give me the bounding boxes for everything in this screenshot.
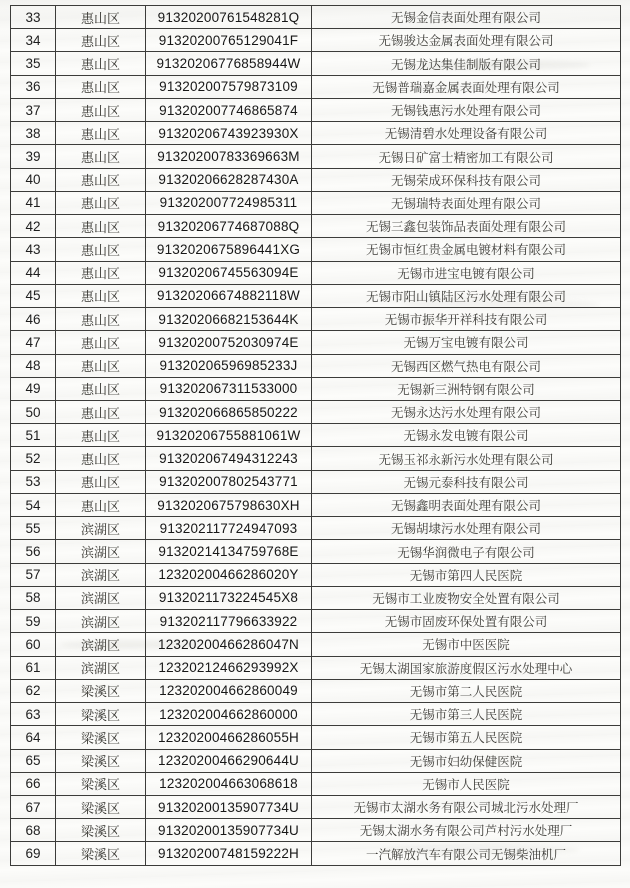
row-number-cell: 56: [11, 540, 56, 563]
table-row: [11, 795, 621, 818]
row-number-cell: 34: [11, 29, 56, 52]
company-name-cell: 无锡华润微电子有限公司: [312, 540, 621, 563]
district-cell: 滨湖区: [56, 610, 146, 633]
credit-code-cell: 91320200761548281Q: [146, 6, 312, 29]
row-number-cell: 50: [11, 400, 56, 423]
district-cell: 惠山区: [56, 470, 146, 493]
credit-code-cell: 12320212466293992X: [146, 656, 312, 679]
company-name-cell: 无锡日矿富士精密加工有限公司: [312, 145, 621, 168]
district-cell: 惠山区: [56, 238, 146, 261]
credit-code-cell: 91320206774687088Q: [146, 215, 312, 238]
credit-code-cell: 91320206596985233J: [146, 354, 312, 377]
company-name-cell: 无锡市第二人民医院: [312, 679, 621, 702]
credit-code-cell: 91320206682153644K: [146, 308, 312, 331]
credit-code-cell: 913202067311533000: [146, 377, 312, 400]
credit-code-cell: 91320206776858944W: [146, 52, 312, 75]
company-name-cell: 无锡市太湖水务有限公司城北污水处理厂: [312, 795, 621, 818]
company-name-cell: 无锡西区燃气热电有限公司: [312, 354, 621, 377]
district-cell: 惠山区: [56, 331, 146, 354]
credit-code-cell: 913202007802543771: [146, 470, 312, 493]
row-number-cell: 52: [11, 447, 56, 470]
credit-code-cell: 913202007724985311: [146, 191, 312, 214]
company-name-cell: 无锡龙达集佳制版有限公司: [312, 52, 621, 75]
credit-code-cell: 91320200765129041F: [146, 29, 312, 52]
district-cell: 梁溪区: [56, 772, 146, 795]
row-number-cell: 51: [11, 424, 56, 447]
table-row: [11, 98, 621, 121]
table-row: [11, 703, 621, 726]
company-name-cell: 无锡新三洲特钢有限公司: [312, 377, 621, 400]
row-number-cell: 64: [11, 726, 56, 749]
company-name-cell: 无锡市固废环保处置有限公司: [312, 610, 621, 633]
company-name-cell: 无锡市人民医院: [312, 772, 621, 795]
credit-code-cell: 9132021173224545X8: [146, 586, 312, 609]
table-row: [11, 447, 621, 470]
row-number-cell: 60: [11, 633, 56, 656]
table-row: [11, 284, 621, 307]
table-row: [11, 563, 621, 586]
company-name-cell: 无锡玉祁永新污水处理有限公司: [312, 447, 621, 470]
credit-code-cell: 123202004662860000: [146, 703, 312, 726]
credit-code-cell: 91320214134759768E: [146, 540, 312, 563]
district-cell: 惠山区: [56, 400, 146, 423]
table-row: [11, 75, 621, 98]
credit-code-cell: 91320200752030974E: [146, 331, 312, 354]
table-row: [11, 633, 621, 656]
district-cell: 梁溪区: [56, 726, 146, 749]
table-row: [11, 308, 621, 331]
credit-code-cell: 91320200135907734U: [146, 795, 312, 818]
row-number-cell: 41: [11, 191, 56, 214]
district-cell: 惠山区: [56, 284, 146, 307]
table-row: [11, 354, 621, 377]
row-number-cell: 63: [11, 703, 56, 726]
district-cell: 梁溪区: [56, 749, 146, 772]
district-cell: 滨湖区: [56, 563, 146, 586]
row-number-cell: 65: [11, 749, 56, 772]
company-name-cell: 无锡胡埭污水处理有限公司: [312, 517, 621, 540]
row-number-cell: 54: [11, 493, 56, 516]
credit-code-cell: 913202067494312243: [146, 447, 312, 470]
table-row: [11, 493, 621, 516]
district-cell: 惠山区: [56, 29, 146, 52]
row-number-cell: 67: [11, 795, 56, 818]
credit-code-cell: 9132020675896441XG: [146, 238, 312, 261]
district-cell: 惠山区: [56, 122, 146, 145]
row-number-cell: 46: [11, 308, 56, 331]
row-number-cell: 40: [11, 168, 56, 191]
table-row: [11, 52, 621, 75]
row-number-cell: 44: [11, 261, 56, 284]
table-row: [11, 238, 621, 261]
company-name-cell: 无锡市第四人民医院: [312, 563, 621, 586]
credit-code-cell: 91320200135907734U: [146, 819, 312, 842]
district-cell: 梁溪区: [56, 819, 146, 842]
district-cell: 惠山区: [56, 261, 146, 284]
district-cell: 惠山区: [56, 6, 146, 29]
district-cell: 惠山区: [56, 424, 146, 447]
company-name-cell: 无锡荣成环保科技有限公司: [312, 168, 621, 191]
company-name-cell: 无锡鑫明表面处理有限公司: [312, 493, 621, 516]
district-cell: 惠山区: [56, 354, 146, 377]
row-number-cell: 37: [11, 98, 56, 121]
credit-code-cell: 91320206743923930X: [146, 122, 312, 145]
credit-code-cell: 913202007746865874: [146, 98, 312, 121]
district-cell: 惠山区: [56, 215, 146, 238]
table-row: [11, 424, 621, 447]
company-table-body: [11, 6, 621, 866]
credit-code-cell: 91320206755881061W: [146, 424, 312, 447]
credit-code-cell: 91320206745563094E: [146, 261, 312, 284]
row-number-cell: 58: [11, 586, 56, 609]
district-cell: 惠山区: [56, 308, 146, 331]
district-cell: 梁溪区: [56, 842, 146, 866]
credit-code-cell: 91320206674882118W: [146, 284, 312, 307]
table-row: [11, 377, 621, 400]
company-name-cell: 无锡太湖水务有限公司芦村污水处理厂: [312, 819, 621, 842]
row-number-cell: 48: [11, 354, 56, 377]
row-number-cell: 47: [11, 331, 56, 354]
credit-code-cell: 91320206628287430A: [146, 168, 312, 191]
company-name-cell: 一汽解放汽车有限公司无锡柴油机厂: [312, 842, 621, 866]
table-row: [11, 610, 621, 633]
credit-code-cell: 913202117724947093: [146, 517, 312, 540]
row-number-cell: 69: [11, 842, 56, 866]
company-name-cell: 无锡万宝电镀有限公司: [312, 331, 621, 354]
company-name-cell: 无锡市恒红贵金属电镀材料有限公司: [312, 238, 621, 261]
row-number-cell: 49: [11, 377, 56, 400]
credit-code-cell: 9132020675798630XH: [146, 493, 312, 516]
company-name-cell: 无锡金信表面处理有限公司: [312, 6, 621, 29]
company-name-cell: 无锡瑞特表面处理有限公司: [312, 191, 621, 214]
company-name-cell: 无锡三鑫包装饰品表面处理有限公司: [312, 215, 621, 238]
company-name-cell: 无锡元泰科技有限公司: [312, 470, 621, 493]
district-cell: 梁溪区: [56, 679, 146, 702]
table-row: [11, 540, 621, 563]
row-number-cell: 66: [11, 772, 56, 795]
table-row: [11, 772, 621, 795]
table-row: [11, 122, 621, 145]
company-name-cell: 无锡永达污水处理有限公司: [312, 400, 621, 423]
district-cell: 惠山区: [56, 52, 146, 75]
company-name-cell: 无锡市振华开祥科技有限公司: [312, 308, 621, 331]
row-number-cell: 36: [11, 75, 56, 98]
row-number-cell: 62: [11, 679, 56, 702]
district-cell: 惠山区: [56, 447, 146, 470]
district-cell: 梁溪区: [56, 703, 146, 726]
company-name-cell: 无锡太湖国家旅游度假区污水处理中心: [312, 656, 621, 679]
row-number-cell: 59: [11, 610, 56, 633]
company-name-cell: 无锡市阳山镇陆区污水处理有限公司: [312, 284, 621, 307]
table-row: [11, 517, 621, 540]
company-name-cell: 无锡市第三人民医院: [312, 703, 621, 726]
row-number-cell: 57: [11, 563, 56, 586]
credit-code-cell: 12320200466290644U: [146, 749, 312, 772]
credit-code-cell: 913202117796633922: [146, 610, 312, 633]
row-number-cell: 45: [11, 284, 56, 307]
row-number-cell: 39: [11, 145, 56, 168]
district-cell: 梁溪区: [56, 795, 146, 818]
table-row: [11, 6, 621, 29]
credit-code-cell: 12320200466286055H: [146, 726, 312, 749]
company-name-cell: 无锡骏达金属表面处理有限公司: [312, 29, 621, 52]
table-row: [11, 679, 621, 702]
row-number-cell: 53: [11, 470, 56, 493]
district-cell: 惠山区: [56, 377, 146, 400]
table-row: [11, 749, 621, 772]
row-number-cell: 42: [11, 215, 56, 238]
table-row: [11, 215, 621, 238]
district-cell: 惠山区: [56, 98, 146, 121]
table-row: [11, 400, 621, 423]
district-cell: 惠山区: [56, 191, 146, 214]
district-cell: 滨湖区: [56, 586, 146, 609]
district-cell: 滨湖区: [56, 517, 146, 540]
credit-code-cell: 12320200466286020Y: [146, 563, 312, 586]
company-name-cell: 无锡普瑞嘉金属表面处理有限公司: [312, 75, 621, 98]
district-cell: 惠山区: [56, 145, 146, 168]
row-number-cell: 68: [11, 819, 56, 842]
table-row: [11, 168, 621, 191]
row-number-cell: 38: [11, 122, 56, 145]
district-cell: 惠山区: [56, 75, 146, 98]
district-cell: 惠山区: [56, 168, 146, 191]
company-name-cell: 无锡市中医医院: [312, 633, 621, 656]
credit-code-cell: 12320200466286047N: [146, 633, 312, 656]
table-row: [11, 819, 621, 842]
table-row: [11, 261, 621, 284]
company-name-cell: 无锡清碧水处理设备有限公司: [312, 122, 621, 145]
credit-code-cell: 913202007579873109: [146, 75, 312, 98]
company-list-table: [10, 5, 621, 866]
table-row: [11, 726, 621, 749]
company-name-cell: 无锡市妇幼保健医院: [312, 749, 621, 772]
credit-code-cell: 91320200783369663M: [146, 145, 312, 168]
table-row: [11, 191, 621, 214]
credit-code-cell: 913202066865850222: [146, 400, 312, 423]
company-name-cell: 无锡钱惠污水处理有限公司: [312, 98, 621, 121]
table-row: [11, 470, 621, 493]
company-name-cell: 无锡永发电镀有限公司: [312, 424, 621, 447]
table-row: [11, 656, 621, 679]
table-row: [11, 586, 621, 609]
table-row: [11, 29, 621, 52]
company-name-cell: 无锡市工业废物安全处置有限公司: [312, 586, 621, 609]
credit-code-cell: 123202004662860049: [146, 679, 312, 702]
row-number-cell: 43: [11, 238, 56, 261]
district-cell: 滨湖区: [56, 540, 146, 563]
row-number-cell: 61: [11, 656, 56, 679]
district-cell: 惠山区: [56, 493, 146, 516]
district-cell: 滨湖区: [56, 633, 146, 656]
table-row: [11, 145, 621, 168]
table-row: [11, 331, 621, 354]
credit-code-cell: 91320200748159222H: [146, 842, 312, 866]
row-number-cell: 35: [11, 52, 56, 75]
row-number-cell: 55: [11, 517, 56, 540]
table-row: [11, 842, 621, 866]
credit-code-cell: 123202004663068618: [146, 772, 312, 795]
district-cell: 滨湖区: [56, 656, 146, 679]
company-name-cell: 无锡市进宝电镀有限公司: [312, 261, 621, 284]
row-number-cell: 33: [11, 6, 56, 29]
company-name-cell: 无锡市第五人民医院: [312, 726, 621, 749]
